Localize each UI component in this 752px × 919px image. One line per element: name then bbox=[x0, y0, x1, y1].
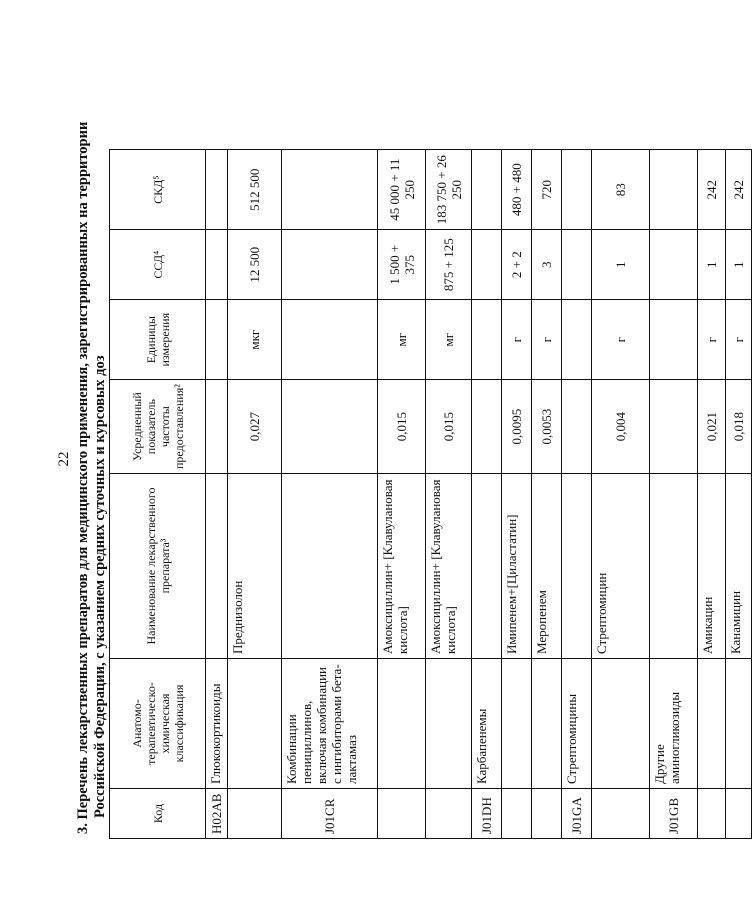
cell-atc: Карбапенемы bbox=[472, 659, 502, 789]
cell-code bbox=[532, 789, 562, 839]
table-row bbox=[502, 150, 532, 839]
cell-sdd bbox=[206, 230, 228, 300]
header-unit: Единицы измерения bbox=[110, 300, 206, 380]
cell-atc: Глюкокортикоиды bbox=[206, 659, 228, 789]
cell-skd bbox=[472, 150, 502, 230]
cell-drug bbox=[472, 474, 502, 659]
cell-atc bbox=[378, 659, 426, 789]
cell-atc: Другие аминогликозиды bbox=[650, 659, 698, 789]
cell-atc: Стрептомицины bbox=[562, 659, 592, 789]
cell-drug: Меропенем bbox=[532, 474, 562, 659]
cell-atc bbox=[698, 659, 726, 789]
table-row bbox=[378, 150, 426, 839]
cell-code: J01GA bbox=[562, 789, 592, 839]
table-row bbox=[592, 150, 650, 839]
cell-atc bbox=[502, 659, 532, 789]
cell-frequency bbox=[282, 380, 378, 474]
table-row bbox=[650, 150, 698, 839]
header-sdd: ССД⁴ bbox=[110, 230, 206, 300]
cell-unit: мг bbox=[426, 300, 472, 380]
page-number: 22 bbox=[56, 451, 72, 467]
cell-skd bbox=[206, 150, 228, 230]
cell-unit bbox=[562, 300, 592, 380]
cell-sdd: 1 bbox=[698, 230, 726, 300]
cell-unit: г bbox=[592, 300, 650, 380]
header-skd: СКД⁵ bbox=[110, 150, 206, 230]
cell-drug bbox=[650, 474, 698, 659]
cell-unit: мг bbox=[378, 300, 426, 380]
cell-frequency: 0,021 bbox=[698, 380, 726, 474]
cell-sdd: 1 500 + 375 bbox=[378, 230, 426, 300]
cell-frequency bbox=[650, 380, 698, 474]
cell-sdd: 1 bbox=[592, 230, 650, 300]
cell-skd bbox=[650, 150, 698, 230]
cell-unit: г bbox=[532, 300, 562, 380]
cell-skd: 242 bbox=[726, 150, 752, 230]
drug-table bbox=[109, 149, 752, 839]
table-row bbox=[562, 150, 592, 839]
cell-frequency: 0,015 bbox=[426, 380, 472, 474]
cell-skd: 45 000 + 11 250 bbox=[378, 150, 426, 230]
cell-sdd bbox=[562, 230, 592, 300]
cell-code bbox=[228, 789, 282, 839]
cell-frequency bbox=[472, 380, 502, 474]
cell-skd: 183 750 + 26 250 bbox=[426, 150, 472, 230]
cell-sdd: 2 + 2 bbox=[502, 230, 532, 300]
cell-unit: г bbox=[726, 300, 752, 380]
table-row bbox=[726, 150, 752, 839]
cell-code bbox=[378, 789, 426, 839]
cell-code: J01CR bbox=[282, 789, 378, 839]
cell-drug bbox=[206, 474, 228, 659]
cell-frequency: 0,027 bbox=[228, 380, 282, 474]
cell-unit: г bbox=[698, 300, 726, 380]
table-row bbox=[206, 150, 228, 839]
cell-sdd bbox=[650, 230, 698, 300]
cell-unit bbox=[282, 300, 378, 380]
cell-sdd bbox=[472, 230, 502, 300]
table-row bbox=[472, 150, 502, 839]
cell-skd: 720 bbox=[532, 150, 562, 230]
table-row bbox=[426, 150, 472, 839]
cell-atc bbox=[726, 659, 752, 789]
cell-unit bbox=[206, 300, 228, 380]
heading-line-1: 3. Перечень лекарственных препаратов для медицинского применения, зарегистрированных на территории bbox=[75, 121, 91, 834]
cell-drug bbox=[562, 474, 592, 659]
cell-drug: Амоксициллин+ [Клавулановая кислота] bbox=[426, 474, 472, 659]
cell-atc bbox=[426, 659, 472, 789]
cell-atc bbox=[592, 659, 650, 789]
cell-drug: Канамицин bbox=[726, 474, 752, 659]
table-header-row bbox=[110, 150, 206, 839]
cell-sdd: 1 bbox=[726, 230, 752, 300]
header-atc: Анатомо-терапевтическо-химическая классификация bbox=[110, 659, 206, 789]
cell-drug: Стрептомицин bbox=[592, 474, 650, 659]
table-row bbox=[282, 150, 378, 839]
cell-frequency: 0,0053 bbox=[532, 380, 562, 474]
cell-code bbox=[726, 789, 752, 839]
cell-frequency: 0,004 bbox=[592, 380, 650, 474]
table-row bbox=[228, 150, 282, 839]
cell-code: H02AB bbox=[206, 789, 228, 839]
cell-code bbox=[592, 789, 650, 839]
cell-sdd: 875 + 125 bbox=[426, 230, 472, 300]
cell-code bbox=[426, 789, 472, 839]
cell-skd: 480 + 480 bbox=[502, 150, 532, 230]
header-frequency: Усредненный показатель частоты предоставления² bbox=[110, 380, 206, 474]
cell-frequency: 0,018 bbox=[726, 380, 752, 474]
section-heading bbox=[75, 34, 109, 834]
cell-drug: Амоксициллин+ [Клавулановая кислота] bbox=[378, 474, 426, 659]
cell-skd: 242 bbox=[698, 150, 726, 230]
table-row bbox=[532, 150, 562, 839]
cell-sdd: 12 500 bbox=[228, 230, 282, 300]
cell-code: J01GB bbox=[650, 789, 698, 839]
cell-skd: 512 500 bbox=[228, 150, 282, 230]
heading-line-2: Российской Федерации, с указанием средних суточных и курсовых доз bbox=[92, 355, 108, 818]
cell-drug: Преднизолон bbox=[228, 474, 282, 659]
cell-skd bbox=[282, 150, 378, 230]
cell-unit bbox=[472, 300, 502, 380]
header-code: Код bbox=[110, 789, 206, 839]
cell-drug bbox=[282, 474, 378, 659]
cell-drug: Имипенем+[Циластатин] bbox=[502, 474, 532, 659]
cell-skd bbox=[562, 150, 592, 230]
cell-unit bbox=[650, 300, 698, 380]
cell-frequency: 0,0095 bbox=[502, 380, 532, 474]
cell-drug: Амикацин bbox=[698, 474, 726, 659]
cell-atc bbox=[228, 659, 282, 789]
cell-code bbox=[698, 789, 726, 839]
cell-frequency bbox=[562, 380, 592, 474]
header-drug: Наименование лекарственного препарата³ bbox=[110, 474, 206, 659]
cell-code: J01DH bbox=[472, 789, 502, 839]
table-row bbox=[698, 150, 726, 839]
cell-skd: 83 bbox=[592, 150, 650, 230]
cell-sdd bbox=[282, 230, 378, 300]
cell-frequency bbox=[206, 380, 228, 474]
cell-frequency: 0,015 bbox=[378, 380, 426, 474]
cell-unit: г bbox=[502, 300, 532, 380]
cell-atc: Комбинации пенициллинов, включая комбинации с ингибиторами бета-лактамаз bbox=[282, 659, 378, 789]
cell-unit: мкг bbox=[228, 300, 282, 380]
cell-code bbox=[502, 789, 532, 839]
cell-sdd: 3 bbox=[532, 230, 562, 300]
cell-atc bbox=[532, 659, 562, 789]
